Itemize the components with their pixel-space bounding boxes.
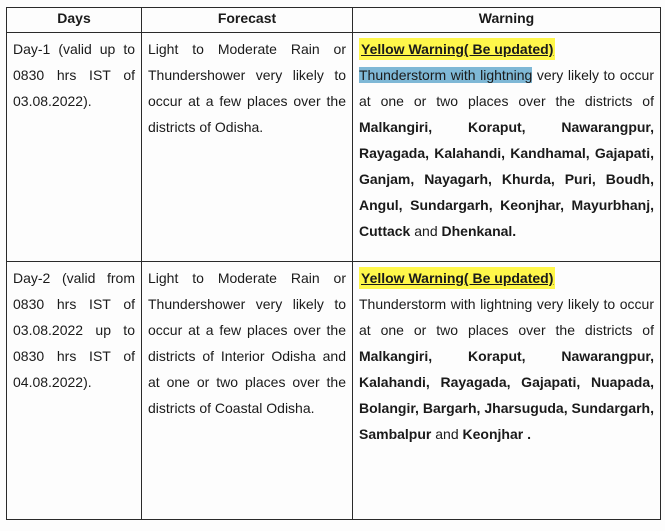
last-district: Dhenkanal. (441, 223, 517, 239)
table-row (7, 33, 661, 262)
warning-title: Yellow Warning( Be updated) (359, 267, 555, 289)
forecast-cell: Light to Moderate Rain or Thundershower very likely to occur at a few places over the districts of Odisha. (142, 33, 353, 262)
joiner-text: and (431, 426, 463, 442)
warning-text: very likely to occur at one or two places over the districts of (359, 67, 654, 109)
last-district: Keonjhar (462, 426, 524, 442)
forecast-cell: Light to Moderate Rain or Thundershower very likely to occur at a few places over the districts of Interior Odisha and at one or two places over the districts of Coastal Odisha. (142, 262, 353, 520)
header-warning: Warning (353, 8, 661, 33)
table-header-row (7, 8, 661, 33)
day-cell: Day-1 (valid up to 0830 hrs IST of 03.08.2022). (7, 33, 142, 262)
warning-cell (353, 33, 661, 262)
highlighted-text: Thunderstorm with lightning (359, 67, 533, 83)
warning-cell (353, 262, 661, 520)
warning-text: Thunderstorm with lightning very likely to occur at one or two places over the districts of (359, 296, 654, 338)
weather-warning-table (6, 7, 661, 520)
header-forecast: Forecast (142, 8, 353, 33)
district-list: Malkangiri, Koraput, Nawarangpur, Rayagada, Kalahandi, Kandhamal, Gajapati, Ganjam, Nayagarh, Khurda, Puri, Boudh, Angul, Sundargarh, Keonjhar, Mayurbhanj, Cuttack (359, 119, 654, 239)
joiner-text: and (410, 223, 442, 239)
warning-title: Yellow Warning( Be updated) (359, 38, 555, 60)
warning-end: . (523, 426, 531, 442)
table-row (7, 262, 661, 520)
header-days: Days (7, 8, 142, 33)
district-list: Malkangiri, Koraput, Nawarangpur, Kalahandi, Rayagada, Gajapati, Nuapada, Bolangir, Bargarh, Jharsuguda, Sundargarh, Sambalpur (359, 348, 654, 442)
day-cell: Day-2 (valid from 0830 hrs IST of 03.08.2022 up to 0830 hrs IST of 04.08.2022). (7, 262, 142, 520)
